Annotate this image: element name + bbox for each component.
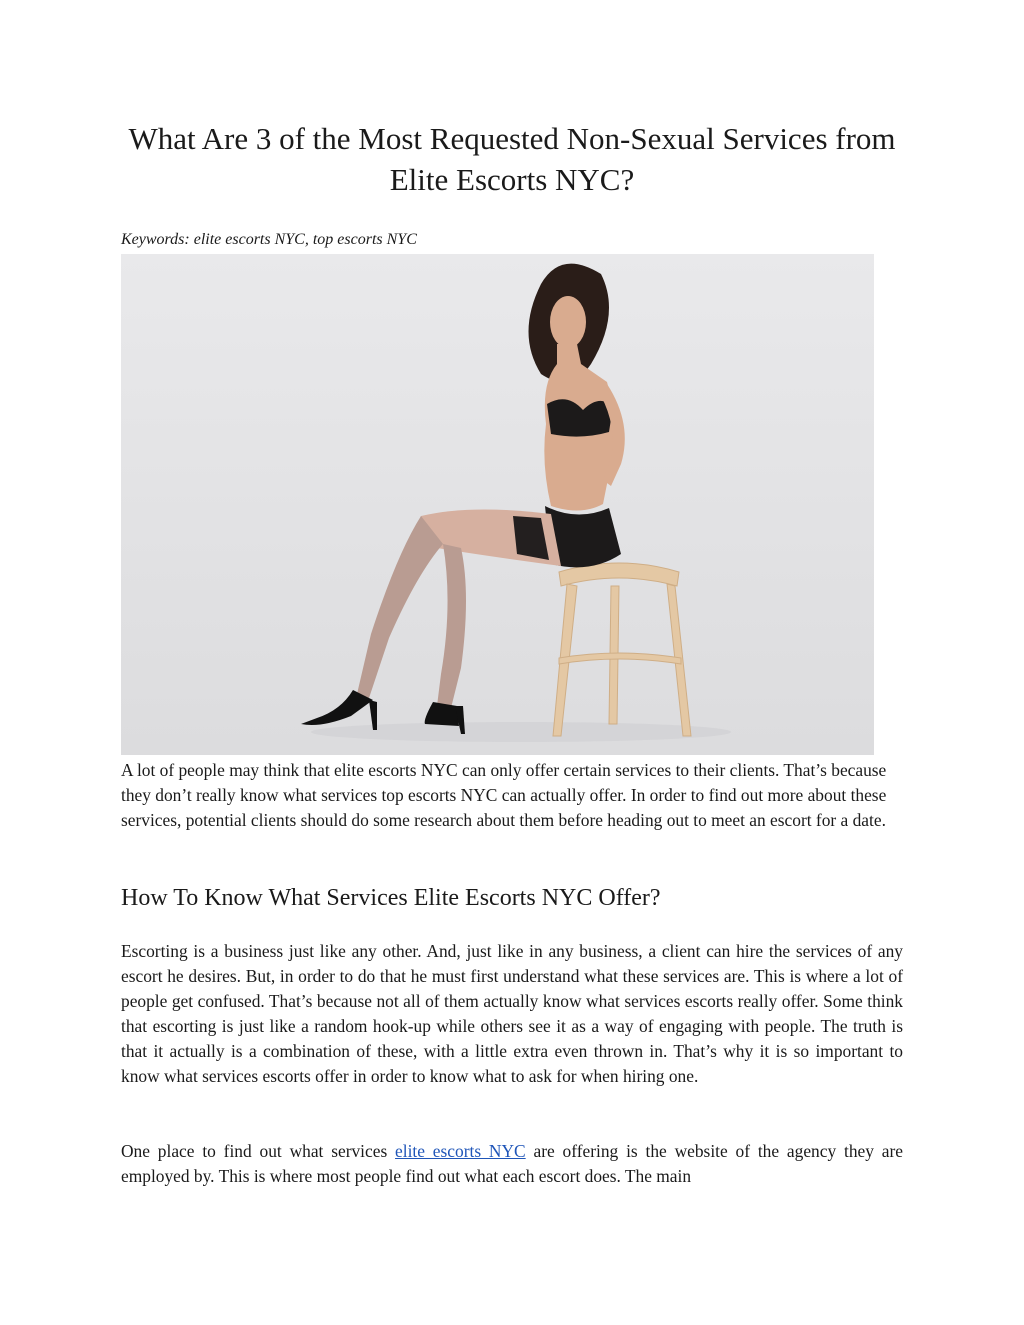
elite-escorts-nyc-link[interactable]: elite escorts NYC <box>395 1141 526 1161</box>
paragraph-text-after-link: are offering is the website of the agency they are employed by. This is where most people find out what each escort does. The main <box>121 1141 903 1186</box>
section-heading: How To Know What Services Elite Escorts NYC Offer? <box>121 885 661 911</box>
body-paragraph: Escorting is a business just like any other. And, just like in any business, a client can hire the services of any escort he desires. But, in order to do that he must first understand what these services are. This is where a lot of people get confused. That’s because not all of them actually know what services escorts really offer. Some think that escorting is just like a random hook-up while others see it as a way of engaging with people. The truth is that it actually is a combination of these, with a little extra even thrown in. That’s why it is so important to know what services escorts offer in order to know what to ask for when hiring one. <box>121 941 903 1086</box>
intro-paragraph: A lot of people may think that elite escorts NYC can only offer certain services to their clients. That’s because they don’t really know what services top escorts NYC can actually offer. In order to find out more about these services, potential clients should do some research about them before heading out to meet an escort for a date. <box>121 760 887 830</box>
article-photo <box>121 254 874 755</box>
page-title: What Are 3 of the Most Requested Non-Sexual Services from Elite Escorts NYC? <box>128 121 896 197</box>
paragraph-text-before-link: One place to find out what services <box>121 1141 396 1161</box>
keywords-line: Keywords: elite escorts NYC, top escorts NYC <box>121 231 417 248</box>
body-paragraph-with-link <box>121 1139 903 1189</box>
